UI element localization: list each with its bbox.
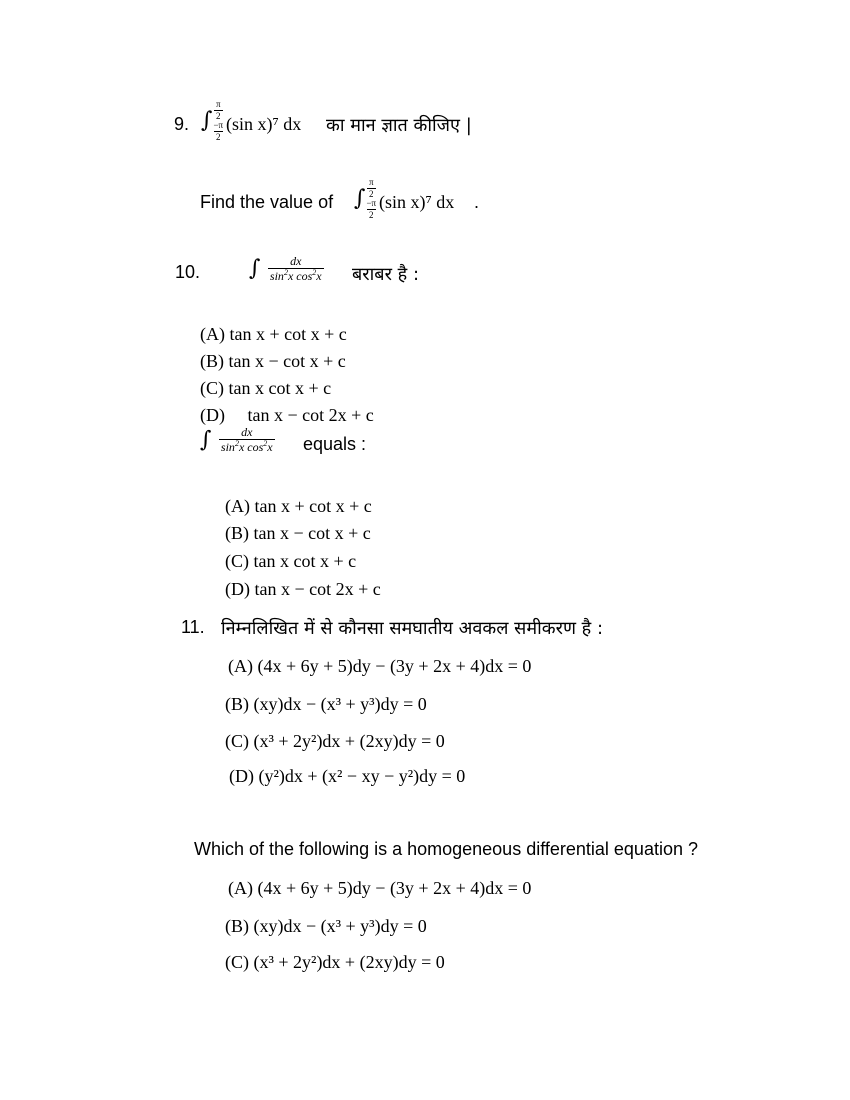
q11-option-d-hi: (D) (y²)dx + (x² − xy − y²)dy = 0 xyxy=(229,766,466,786)
q10-option-a-hi: (A) tan x + cot x + c xyxy=(200,324,347,344)
q10-fraction: $\frac{dx}{\sin^2x \cos^2x}$ xyxy=(269,254,322,283)
q10-option-c-hi: (C) tan x cot x + c xyxy=(200,378,332,398)
q11-english-text: Which of the following is a homogeneous differential equation ? xyxy=(194,839,698,859)
q9-integrand: (sin x)⁷ dx xyxy=(226,114,302,134)
q11-number: 11. xyxy=(181,617,205,637)
integral-symbol: ∫ xyxy=(201,108,213,133)
q11-option-a-en: (A) (4x + 6y + 5)dy − (3y + 2x + 4)dx = 0 xyxy=(228,878,532,898)
q9-number: 9. xyxy=(174,114,190,134)
integral-limits: $\frac{\pi}{2}$ $\frac{-\pi}{2}$ xyxy=(213,99,224,142)
q10-option-a-en: (A) tan x + cot x + c xyxy=(225,496,372,516)
q10-hindi-text: बराबर है : xyxy=(352,264,420,285)
q10-number: 10. xyxy=(175,262,201,282)
q9-english-integrand: (sin x)⁷ dx xyxy=(379,192,455,212)
q11-hindi-text: निम्नलिखित में से कौनसा समघातीय अवकल समीकरण है : xyxy=(221,618,604,639)
q10-option-c-en: (C) tan x cot x + c xyxy=(225,551,357,571)
q10-option-d-hi: (D) tan x − cot 2x + c xyxy=(200,405,374,425)
q11-option-b-hi: (B) (xy)dx − (x³ + y³)dy = 0 xyxy=(225,694,427,714)
q10-option-b-hi: (B) tan x − cot x + c xyxy=(200,351,346,371)
q11-option-a-hi: (A) (4x + 6y + 5)dy − (3y + 2x + 4)dx = 0 xyxy=(228,656,532,676)
q11-option-c-en: (C) (x³ + 2y²)dx + (2xy)dy = 0 xyxy=(225,952,445,972)
q11-option-b-en: (B) (xy)dx − (x³ + y³)dy = 0 xyxy=(225,916,427,936)
q9-english-suffix: . xyxy=(474,192,480,212)
q11-option-c-hi: (C) (x³ + 2y²)dx + (2xy)dy = 0 xyxy=(225,731,445,751)
q10-english-suffix: equals : xyxy=(303,434,367,454)
q10-integral: ∫ $\frac{dx}{\sin^2x \cos^2x}$ xyxy=(249,254,322,283)
q9-hindi-text: का मान ज्ञात कीजिए | xyxy=(326,115,472,136)
q10-option-b-en: (B) tan x − cot x + c xyxy=(225,523,371,543)
q10-english-integral: ∫ $\frac{dx}{\sin^2x \cos^2x}$ xyxy=(200,425,273,454)
q9-english-prefix: Find the value of xyxy=(200,192,334,212)
q9-integral xyxy=(201,100,223,142)
q10-option-d-en: (D) tan x − cot 2x + c xyxy=(225,579,381,599)
q9-english-integral: ∫ $\frac{\pi}{2}$ $\frac{-\pi}{2}$ xyxy=(354,177,377,220)
